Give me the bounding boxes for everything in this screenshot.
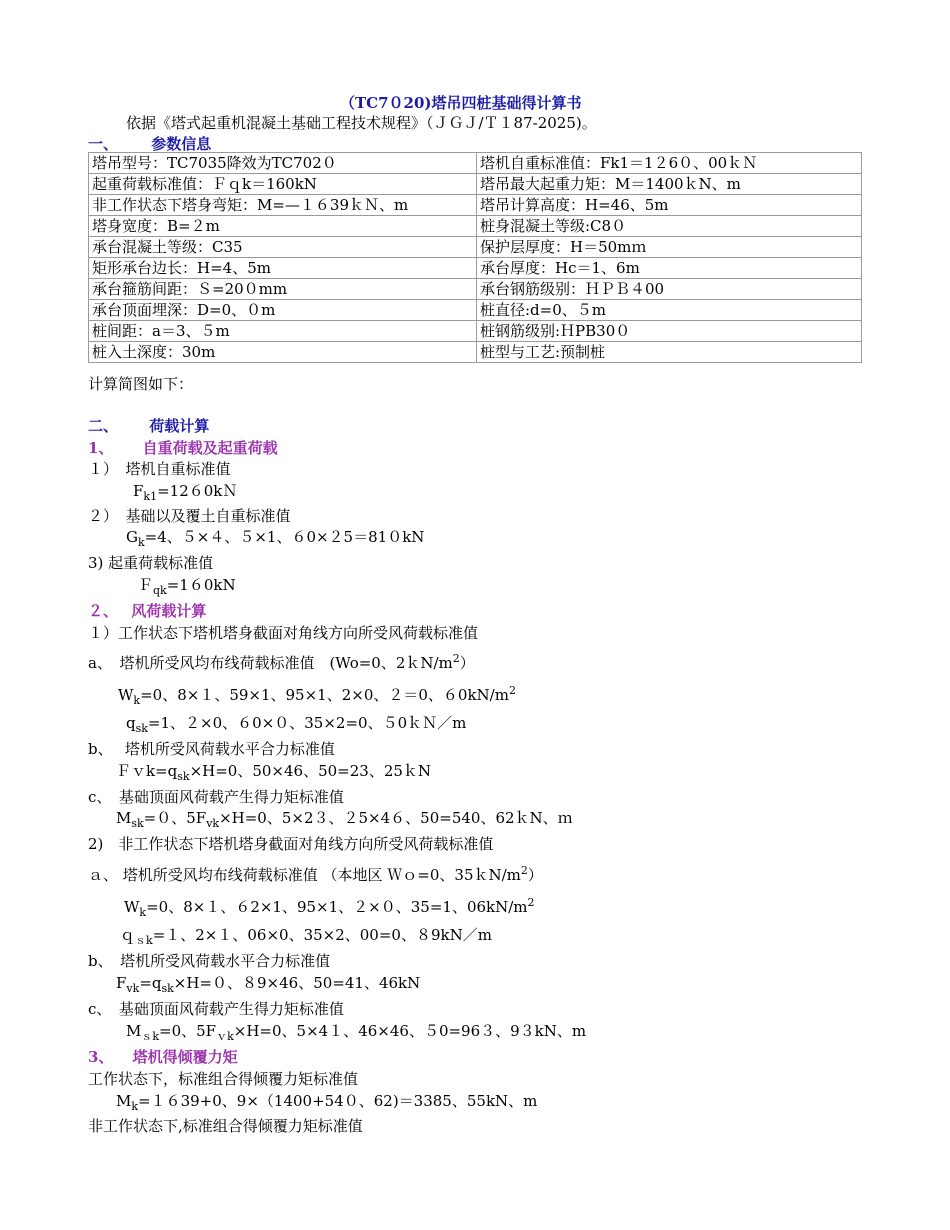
formula-mid: =q [139, 974, 162, 992]
parameter-cell-left: 矩形承台边长：H=4、5m [89, 258, 477, 279]
intro-text: 依据《塔式起重机混凝土基础工程技术规程》（ＪＧＪ/Ｔ１87-2025)。 [126, 114, 597, 132]
formula-symbol: W [124, 898, 140, 916]
parameter-row [89, 321, 862, 342]
formula-symbol: ｑ [120, 926, 136, 944]
parameter-cell-right: 塔吊计算高度：H=46、5m [477, 195, 862, 216]
sub1-number: 1、 [88, 439, 114, 457]
section2-title: 荷载计算 [149, 417, 210, 435]
parameter-cell-right: 桩身混凝土等级:C8０ [477, 216, 862, 237]
wind-nonworking-a-label [88, 864, 543, 885]
parameter-cell-left: 起重荷载标准值：Ｆｑk＝160kN [89, 174, 477, 195]
superscript: 2 [452, 652, 460, 665]
foundation-weight-formula [126, 526, 424, 549]
parameter-row [89, 279, 862, 300]
wind-working-a-label [88, 652, 475, 673]
parameter-row [89, 300, 862, 321]
label-text: a、 塔机所受风均布线荷载标准值 (Wo=0、2ｋN/m [88, 654, 453, 672]
parameter-row [89, 216, 862, 237]
formula-mid: =0、5F [159, 1022, 217, 1040]
formula-symbol: Ｆｖk [116, 762, 156, 780]
sub2-heading [88, 600, 206, 621]
parameter-row [89, 237, 862, 258]
parameter-cell-left: 桩间距：a＝3、５m [89, 321, 477, 342]
wind-working-wk-formula [118, 684, 516, 707]
sub3-number: 3、 [88, 1048, 114, 1066]
wind-working-label: １）工作状态下塔机塔身截面对角线方向所受风荷载标准值 [88, 624, 479, 642]
formula-subscript: sk [131, 817, 144, 830]
overturning-working-formula [116, 1090, 537, 1113]
overturning-working-label: 工作状态下，标准组合得倾覆力矩标准值 [88, 1070, 359, 1088]
formula-subscript-2: ｖk [216, 1030, 234, 1043]
parameter-cell-left: 承台顶面埋深：D=0、０m [89, 300, 477, 321]
parameter-cell-left: 桩入土深度：30m [89, 342, 477, 363]
overturning-nonworking-label: 非工作状态下,标准组合得倾覆力矩标准值 [88, 1117, 363, 1135]
formula-symbol: M [116, 809, 132, 827]
superscript: 2 [520, 864, 528, 877]
parameter-cell-left: 塔吊型号：TC7035降效为TC702０ [89, 153, 477, 174]
parameter-cell-left: 承台混凝土等级：C35 [89, 237, 477, 258]
section2-heading [88, 415, 209, 436]
parameter-cell-left: 塔身宽度：B=２m [89, 216, 477, 237]
section1-heading [88, 133, 211, 154]
wind-working-c-label: c、 基础顶面风荷载产生得力矩标准值 [88, 788, 344, 806]
wind-nonworking-msk-formula [126, 1020, 586, 1044]
wind-working-fvk-formula [116, 760, 431, 783]
section1-number: 一、 [88, 135, 119, 153]
parameter-row [89, 258, 862, 279]
parameter-cell-right: 塔吊最大起重力矩：M＝1400ｋN、m [477, 174, 862, 195]
formula-value: ×H=0、50×46、50=23、25ｋN [189, 762, 432, 780]
parameter-row [89, 195, 862, 216]
parameter-row [89, 342, 862, 363]
formula-value: =0、8×１、６2×1、95×1、２×０、35=1、06kN/m [146, 898, 528, 916]
wind-working-msk-formula [116, 807, 573, 830]
parameter-cell-right: 桩直径:d=0、５m [477, 300, 862, 321]
wind-nonworking-label: 2) 非工作状态下塔机塔身截面对角线方向所受风荷载标准值 [88, 835, 494, 853]
formula-symbol: q [126, 714, 136, 732]
parameter-cell-right: 桩型与工艺:预制桩 [477, 342, 862, 363]
formula-symbol: M [126, 1022, 142, 1040]
formula-mid: =q [155, 762, 178, 780]
parameter-cell-right: 承台厚度：Hc＝1、6m [477, 258, 862, 279]
wind-nonworking-fvk-formula [116, 972, 420, 995]
formula-value: =4、５×４、５×1、６0×２5＝81０kN [144, 528, 425, 546]
formula-value: ×H=0、5×4１、46×46、５0=96３、9３kN、m [233, 1022, 587, 1040]
self-weight-formula [133, 480, 237, 503]
formula-subscript: k [133, 694, 141, 707]
sub1-heading [88, 437, 278, 458]
label-end: ） [527, 866, 543, 884]
sub2-number: ２、 [88, 602, 119, 620]
section2-number: 二、 [88, 417, 119, 435]
formula-value: =１６39+0、9×（1400+54０、62)＝3385、55kN、m [138, 1092, 538, 1110]
parameter-cell-right: 保护层厚度：H＝50mｍ [477, 237, 862, 258]
parameter-cell-right: 塔机自重标准值：Fk1＝1２6０、00ｋＮ [477, 153, 862, 174]
diagram-note: 计算简图如下： [88, 375, 194, 393]
formula-subscript: qk [153, 584, 167, 597]
formula-subscript: k [131, 1100, 139, 1113]
wind-nonworking-c-label: c、 基础顶面风荷载产生得力矩标准值 [88, 1000, 344, 1018]
superscript: 2 [527, 896, 535, 909]
sub3-title: 塔机得倾覆力矩 [132, 1048, 238, 1066]
parameter-cell-left: 非工作状态下塔身弯矩：M=—１６39ｋＮ、m [89, 195, 477, 216]
formula-symbol: F [133, 482, 144, 500]
formula-value: =1６0kN [166, 576, 236, 594]
label-end: ） [459, 654, 475, 672]
formula-subscript: sk [177, 770, 190, 783]
formula-subscript: sk [135, 722, 148, 735]
wind-nonworking-qsk-formula [120, 924, 492, 948]
formula-subscript-2: vk [206, 817, 220, 830]
parameter-row [89, 153, 862, 174]
formula-subscript: k [137, 536, 145, 549]
document-title: （TC7０20)塔吊四桩基础得计算书 [340, 94, 582, 112]
formula-symbol: G [126, 528, 138, 546]
wind-nonworking-b-label: b、 塔机所受风荷载水平合力标准值 [88, 952, 331, 970]
section1-title: 参数信息 [151, 135, 212, 153]
self-weight-label: １） 塔机自重标准值 [88, 460, 231, 478]
foundation-weight-label: ２） 基础以及覆土自重标准值 [88, 507, 291, 525]
lifting-load-label: 3) 起重荷载标准值 [88, 554, 214, 572]
parameter-row [89, 174, 862, 195]
formula-symbol: Ｆ [138, 576, 154, 594]
wind-working-qsk-formula [126, 712, 466, 735]
formula-value: =1、２×0、６0×０、35×2=0、５0ｋＮ／m [147, 714, 467, 732]
formula-value: =0、8×１、59×1、95×1、2×0、２＝0、６0kN/m [140, 686, 509, 704]
formula-value: =12６0kＮ [157, 482, 238, 500]
formula-value: ×H=０、８9×46、50=41、46kN [173, 974, 421, 992]
formula-symbol: W [118, 686, 134, 704]
label-text: ａ、 塔机所受风均布线荷载标准值 （本地区 Ｗｏ=0、35ｋN/m [88, 866, 521, 884]
sub3-heading [88, 1046, 238, 1067]
wind-nonworking-wk-formula [124, 896, 535, 919]
superscript: 2 [508, 684, 516, 697]
formula-mid: =０、5F [143, 809, 207, 827]
formula-subscript-2: sk [161, 982, 174, 995]
lifting-load-formula [138, 574, 236, 597]
parameter-cell-right: 桩钢筋级别:ＨPB30０ [477, 321, 862, 342]
parameter-cell-left: 承台箍筋间距：Ｓ=20０mm [89, 279, 477, 300]
parameter-cell-right: 承台钢筋级别：ＨＰＢ４00 [477, 279, 862, 300]
sub2-title: 风荷载计算 [131, 602, 207, 620]
formula-value: ×H=0、5×2３、２5×4６、50=540、62ｋN、ｍ [219, 809, 573, 827]
parameter-table [88, 152, 862, 363]
sub1-title: 自重荷载及起重荷载 [142, 439, 278, 457]
formula-subscript: vk [126, 982, 140, 995]
formula-subscript: ｓk [135, 934, 153, 947]
formula-symbol: M [116, 1092, 132, 1110]
formula-subscript: k [139, 906, 147, 919]
formula-subscript: ｓk [141, 1030, 160, 1043]
formula-symbol: F [116, 974, 127, 992]
formula-subscript: k1 [143, 490, 158, 503]
formula-value: =１、2×１、06×0、35×2、00=0、８9kN／m [152, 926, 492, 944]
wind-working-b-label: b、 塔机所受风荷载水平合力标准值 [88, 740, 335, 758]
